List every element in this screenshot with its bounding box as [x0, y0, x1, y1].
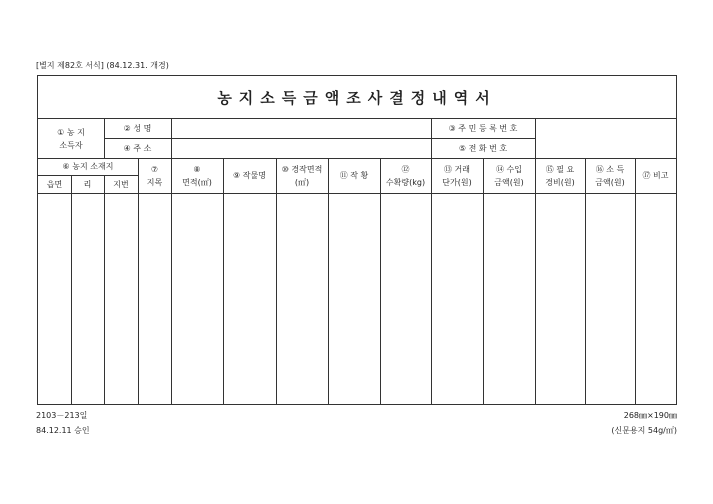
- address-field[interactable]: [171, 138, 431, 158]
- form-reference-note: [별지 제82호 서식] (84.12.31. 개경): [36, 61, 169, 70]
- income-amount-header: [585, 158, 635, 193]
- income-header-line1: ⑭ 수입: [496, 164, 522, 174]
- crop-header: ⑨ 작물명: [233, 171, 266, 180]
- jibun-header: 지번: [113, 179, 129, 189]
- cultivated-area-header-line2: (㎡): [294, 177, 310, 187]
- expense-header-line2: 경비(원): [545, 177, 575, 187]
- harvest-header: [380, 158, 431, 193]
- footer-left-line2: 84.12.11 승인: [36, 426, 90, 435]
- cultivated-area-header: [276, 158, 328, 193]
- income-header: [483, 158, 535, 193]
- table-body[interactable]: [38, 193, 676, 404]
- resident-number-field[interactable]: [535, 119, 676, 138]
- jimok-header: [138, 158, 171, 193]
- title-row: [38, 76, 676, 119]
- area-header-line2: 면적(㎡): [182, 177, 212, 187]
- phone-field[interactable]: [535, 138, 676, 158]
- cultivated-area-header-line1: ⑩ 경작면적: [281, 164, 323, 174]
- location-header: ⑥ 농지 소재지: [62, 162, 114, 171]
- unit-price-header: [431, 158, 483, 193]
- footer-right-line2: (신문용지 54g/㎡): [611, 426, 677, 435]
- area-header-line1: ⑧: [193, 164, 201, 174]
- eup-header: 읍면: [46, 179, 63, 189]
- footer-left-line1: 2103－213일: [36, 411, 88, 420]
- owner-label: [38, 119, 104, 158]
- footer-right-line1: 268㎜×190㎜: [623, 411, 677, 420]
- note-header: ⑰ 비고: [642, 171, 669, 180]
- unit-price-header-line2: 단가(원): [442, 177, 472, 187]
- unit-price-header-line1: ⑬ 거래: [444, 164, 470, 174]
- income-header-line2: 금액(원): [494, 177, 524, 187]
- area-header: [171, 158, 223, 193]
- form-title: 농지소득금액조사결정내역서: [217, 88, 497, 107]
- name-field[interactable]: [171, 119, 431, 138]
- land-income-form: [37, 75, 677, 405]
- expense-header: [535, 158, 585, 193]
- owner-label-line1: ① 농 지: [57, 127, 85, 137]
- income-amount-header-line2: 금액(원): [595, 177, 625, 187]
- expense-header-line1: ⑮ 필 요: [545, 164, 575, 174]
- jimok-header-line2: 지목: [146, 177, 163, 187]
- owner-label-line2: 소득자: [59, 140, 83, 150]
- ri-header: 리: [83, 179, 92, 189]
- resident-number-label: ③ 주 민 등 록 번 호: [448, 124, 518, 133]
- harvest-header-line2: 수확량(kg): [385, 177, 426, 187]
- cropping-header: ⑪ 작 황: [339, 171, 369, 180]
- name-label: ② 성 명: [123, 124, 152, 133]
- income-amount-header-line1: ⑯ 소 득: [595, 164, 625, 174]
- phone-label: ⑤ 전 화 번 호: [458, 143, 508, 153]
- harvest-header-line1: ⑫: [401, 164, 410, 174]
- jimok-header-line1: ⑦: [150, 164, 159, 174]
- address-label: ④ 주 소: [123, 143, 152, 153]
